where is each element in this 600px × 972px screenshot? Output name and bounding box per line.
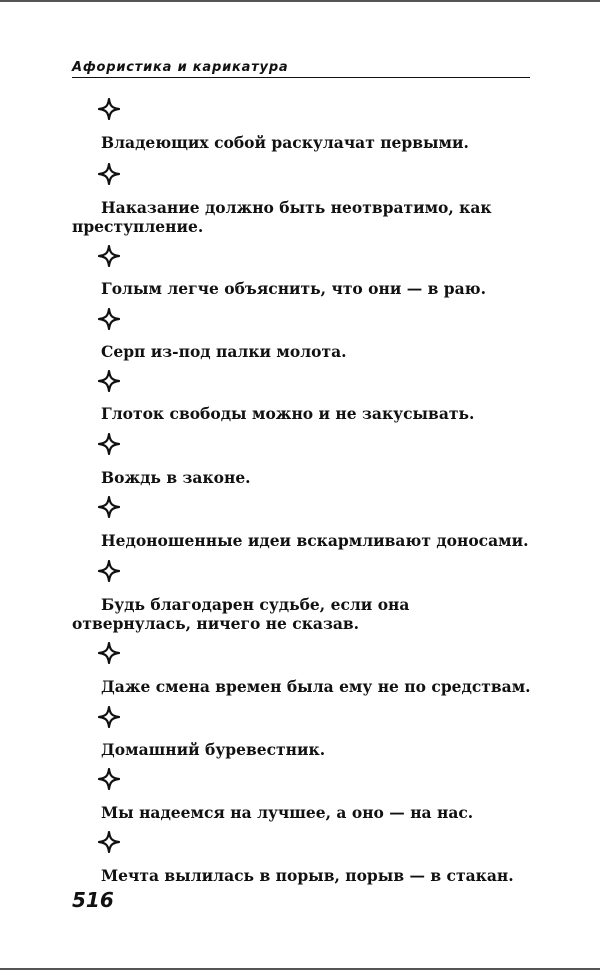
aphorism-text: Домашний буревестник. [101, 740, 326, 759]
aphorism-text: Недоношенные идеи вскармливают доносами. [101, 531, 529, 550]
aphorism-text: Будь благодарен судьбе, если она отвернулась, ничего не сказав. [72, 595, 410, 633]
four-point-star-icon [98, 245, 120, 267]
page-top-border [0, 0, 600, 2]
four-point-star-icon [98, 768, 120, 790]
four-point-star-icon [98, 370, 120, 392]
four-point-star-icon [98, 831, 120, 853]
page-number: 516 [72, 888, 114, 912]
four-point-star-icon [98, 433, 120, 455]
page-bottom-border [0, 968, 600, 970]
aphorism-text: Даже смена времен была ему не по средствам. [101, 677, 531, 696]
header-rule [72, 77, 530, 78]
aphorism-text: Серп из-под палки молота. [101, 342, 347, 361]
four-point-star-icon [98, 98, 120, 120]
four-point-star-icon [98, 163, 120, 185]
aphorism-text: Глоток свободы можно и не закусывать. [101, 404, 475, 423]
aphorism-text: Голым легче объяснить, что они — в раю. [101, 279, 486, 298]
four-point-star-icon [98, 642, 120, 664]
four-point-star-icon [98, 308, 120, 330]
aphorism-text: Вождь в законе. [101, 468, 251, 487]
aphorism-text: Мы надеемся на лучшее, а оно — на нас. [101, 803, 474, 822]
four-point-star-icon [98, 560, 120, 582]
aphorism-text: Наказание должно быть неотвратимо, как преступление. [72, 198, 492, 236]
aphorism-text: Владеющих собой раскулачат первыми. [101, 133, 469, 152]
four-point-star-icon [98, 496, 120, 518]
running-head: Афористика и карикатура [72, 60, 289, 75]
four-point-star-icon [98, 706, 120, 728]
aphorism-text: Мечта вылилась в порыв, порыв — в стакан. [101, 866, 514, 885]
